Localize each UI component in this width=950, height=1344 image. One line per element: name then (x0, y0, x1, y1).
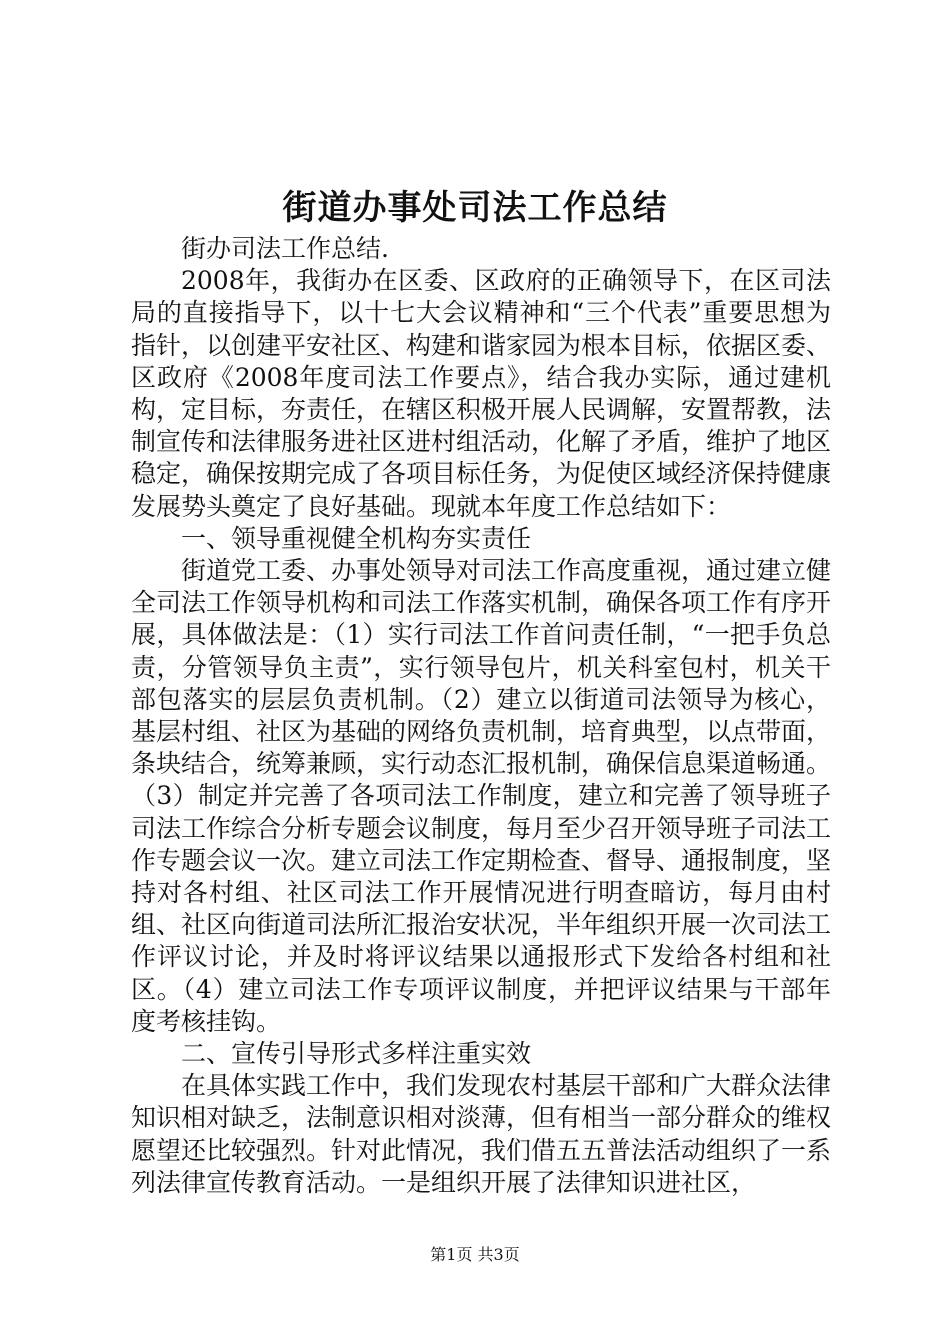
document-body (131, 233, 831, 1199)
paragraph-intro: 2008年，我街办在区委、区政府的正确领导下，在区司法局的直接指导下，以十七大会议精神和“三个代表”重要思想为指针，以创建平安社区、构建和谐家园为根本目标，依据区委、区政府《2008年度司法工作要点》，结合我办实际，通过建机构，定目标，夯责任，在辖区积极开展人民调解，安置帮教，法制宣传和法律服务进社区进村组活动，化解了矛盾，维护了地区稳定，确保按期完成了各项目标任务，为促使区域经济保持健康发展势头奠定了良好基础。现就本年度工作总结如下： (131, 266, 832, 521)
section-heading-1: 一、领导重视健全机构夯实责任 (181, 523, 532, 553)
paragraph-subtitle: 街办司法工作总结. (181, 234, 389, 263)
document-title: 街道办事处司法工作总结 (282, 188, 668, 228)
page-footer: 第1页 共3页 (430, 1245, 520, 1264)
section-heading-2: 二、宣传引导形式多样注重实效 (181, 1039, 532, 1069)
paragraph-section-2: 在具体实践工作中，我们发现农村基层干部和广大群众法律知识相对缺乏，法制意识相对淡薄，但有相当一部分群众的维权愿望还比较强烈。针对此情况，我们借五五普法活动组织了一系列法律宣传教育活动。一是组织开展了法律知识进社区， (131, 1071, 832, 1197)
paragraph-section-1: 街道党工委、办事处领导对司法工作高度重视，通过建立健全司法工作领导机构和司法工作落实机制，确保各项工作有序开展，具体做法是：（1）实行司法工作首问责任制，“一把手负总责，分管领导负主责”，实行领导包片，机关科室包村，机关干部包落实的层层负责机制。（2）建立以街道司法领导为核心，基层村组、社区为基础的网络负责机制，培育典型，以点带面，条块结合，统筹兼顾，实行动态汇报机制，确保信息渠道畅通。（3）制定并完善了各项司法工作制度，建立和完善了领导班子司法工作综合分析专题会议制度，每月至少召开领导班子司法工作专题会议一次。建立司法工作定期检查、督导、通报制度，坚持对各村组、社区司法工作开展情况进行明查暗访，每月由村组、社区向街道司法所汇报治安状况，半年组织开展一次司法工作评议讨论，并及时将评议结果以通报形式下发给各村组和社区。（4）建立司法工作专项评议制度，并把评议结果与干部年度考核挂钩。 (131, 556, 832, 1036)
